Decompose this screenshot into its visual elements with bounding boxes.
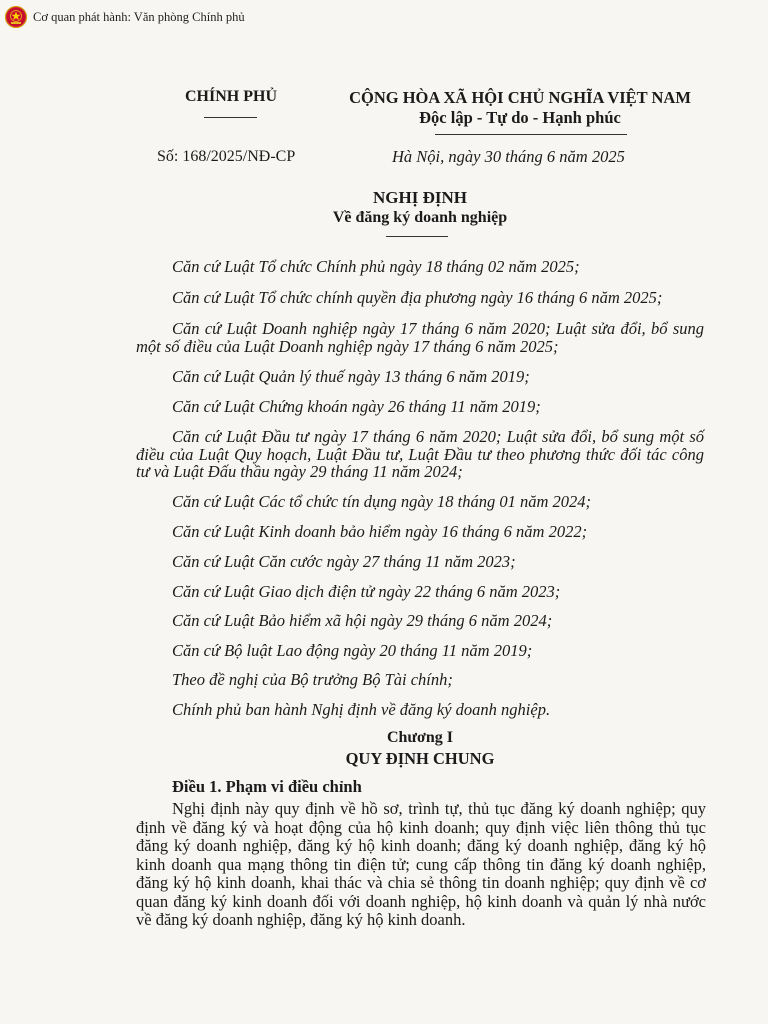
article-heading: Điều 1. Phạm vi điều chỉnh [172, 777, 362, 796]
place-date: Hà Nội, ngày 30 tháng 6 năm 2025 [392, 147, 625, 166]
issuer-name: CHÍNH PHỦ [185, 88, 277, 105]
motto-underline [435, 134, 627, 135]
preamble-line: Theo đề nghị của Bộ trưởng Bộ Tài chính; [172, 670, 453, 689]
preamble-line: Căn cứ Luật Kinh doanh bảo hiểm ngày 16 tháng 6 năm 2022; [172, 522, 588, 541]
chapter-title: QUY ĐỊNH CHUNG [345, 749, 495, 768]
preamble-line: Căn cứ Luật Tổ chức Chính phủ ngày 18 tháng 02 năm 2025; [172, 257, 580, 276]
subject-underline [386, 236, 448, 237]
document-number: Số: 168/2025/NĐ-CP [157, 148, 296, 165]
chapter-number: Chương I [386, 729, 454, 746]
preamble-line: Căn cứ Luật Chứng khoán ngày 26 tháng 11 năm 2019; [172, 397, 541, 416]
national-motto: Độc lập - Tự do - Hạnh phúc [419, 108, 621, 127]
article-body: Nghị định này quy định về hồ sơ, trình tự, thủ tục đăng ký doanh nghiệp; quy định về đăng ký và hoạt động của hộ kinh doanh; quy định việc liên thông thủ tục đăng ký doanh nghiệp, đăng ký hộ kinh doanh; đăng ký doanh nghiệp, đăng ký hộ kinh doanh qua mạng thông tin điện tử; cung cấp thông tin đăng ký doanh nghiệp, đăng ký hộ kinh doanh, khai thác và chia sẻ thông tin doanh nghiệp; quy định về cơ quan đăng ký kinh doanh đối với doanh nghiệp, hộ kinh doanh và quản lý nhà nước về đăng ký doanh nghiệp, đăng ký hộ kinh doanh. [136, 799, 706, 929]
state-emblem-icon [5, 6, 27, 28]
preamble-line: Căn cứ Bộ luật Lao động ngày 20 tháng 11 năm 2019; [172, 641, 533, 660]
publisher-label: Cơ quan phát hành: Văn phòng Chính phủ [33, 10, 245, 24]
preamble-line: Chính phủ ban hành Nghị định về đăng ký doanh nghiệp. [172, 700, 551, 719]
preamble-line: Căn cứ Luật Tổ chức chính quyền địa phương ngày 16 tháng 6 năm 2025; [172, 288, 663, 307]
preamble-line: Căn cứ Luật Doanh nghiệp ngày 17 tháng 6 năm 2020; Luật sửa đổi, bổ sung một số điều của Luật Doanh nghiệp ngày 17 tháng 6 năm 2025; [136, 319, 704, 356]
document-subject: Về đăng ký doanh nghiệp [332, 209, 508, 226]
preamble-line: Căn cứ Luật Căn cước ngày 27 tháng 11 năm 2023; [172, 552, 516, 571]
document-type: NGHỊ ĐỊNH [373, 188, 467, 207]
national-title: CỘNG HÒA XÃ HỘI CHỦ NGHĨA VIỆT NAM [349, 88, 691, 107]
preamble-line: Căn cứ Luật Các tổ chức tín dụng ngày 18 tháng 01 năm 2024; [172, 492, 592, 511]
issuer-underline [204, 117, 257, 118]
preamble-line: Căn cứ Luật Giao dịch điện tử ngày 22 tháng 6 năm 2023; [172, 582, 561, 601]
preamble-line: Căn cứ Luật Quản lý thuế ngày 13 tháng 6 năm 2019; [172, 367, 530, 386]
publisher-bar [0, 0, 768, 34]
preamble-line: Căn cứ Luật Đầu tư ngày 17 tháng 6 năm 2020; Luật sửa đổi, bổ sung một số điều của Luật Quy hoạch, Luật Đầu tư, Luật Đầu tư theo phương thức đối tác công tư và Luật Đấu thầu ngày 29 tháng 11 năm 2024; [136, 427, 704, 481]
preamble-line: Căn cứ Luật Bảo hiểm xã hội ngày 29 tháng 6 năm 2024; [172, 611, 553, 630]
